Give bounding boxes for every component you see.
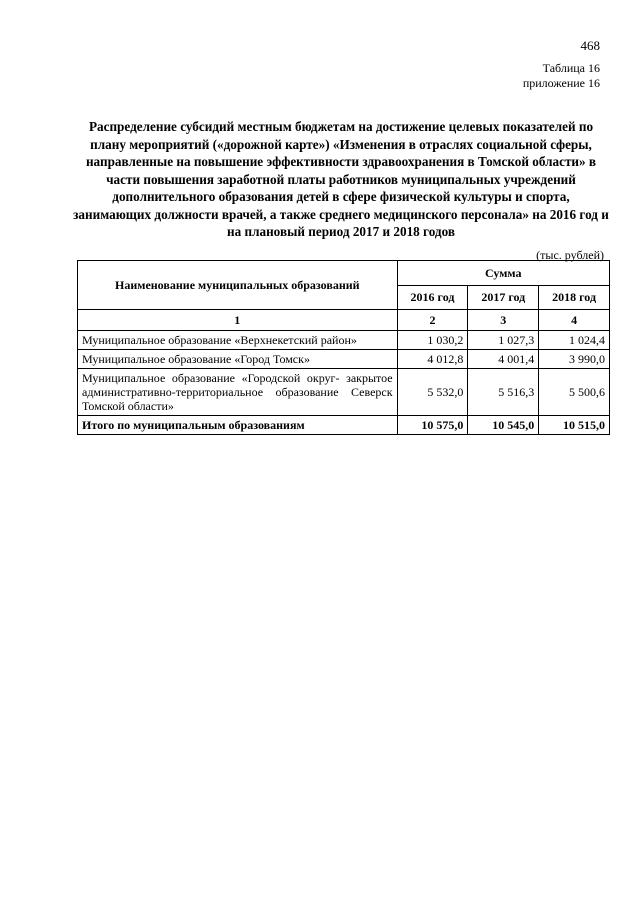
column-index: 3	[468, 310, 539, 331]
value-2016: 1 030,2	[397, 331, 468, 350]
header-year-2016: 2016 год	[397, 285, 468, 310]
value-2016: 4 012,8	[397, 350, 468, 369]
total-2017: 10 545,0	[468, 416, 539, 435]
municipality-name: Муниципальное образование «Город Томск»	[78, 350, 398, 369]
total-row	[78, 416, 610, 435]
value-2016: 5 532,0	[397, 369, 468, 416]
value-2018: 3 990,0	[539, 350, 610, 369]
value-2018: 1 024,4	[539, 331, 610, 350]
table-ref-line2: приложение 16	[522, 76, 600, 90]
table-row	[78, 331, 610, 350]
total-2018: 10 515,0	[539, 416, 610, 435]
page-number: 468	[580, 38, 600, 53]
total-2016: 10 575,0	[397, 416, 468, 435]
table-reference	[523, 61, 600, 91]
column-index: 1	[78, 310, 398, 331]
table-ref-line1: Таблица 16	[542, 61, 600, 75]
municipality-name: Муниципальное образование «Городской округ- закрытое административно-территориальное образование Северск Томской области»	[78, 369, 398, 416]
column-index-row	[78, 310, 610, 331]
value-2017: 1 027,3	[468, 331, 539, 350]
value-2017: 5 516,3	[468, 369, 539, 416]
header-municipality: Наименование муниципальных образований	[78, 261, 398, 310]
table-row	[78, 350, 610, 369]
units-note: (тыс. рублей)	[536, 248, 604, 262]
header-year-2018: 2018 год	[539, 285, 610, 310]
document-title: Распределение субсидий местным бюджетам на достижение целевых показателей по плану мероприятий («дорожной карте») «Изменения в отраслях социальной сферы, направленные на повышение эффективности здравоохранения в Томской области» в части повышения заработной платы работников муниципальных учреждений дополнительного образования детей в сфере физической культуры и спорта, занимающих должности врачей, а также среднего медицинского персонала» на 2016 год и на плановый период 2017 и 2018 годов	[73, 119, 609, 239]
municipality-name: Муниципальное образование «Верхнекетский район»	[78, 331, 398, 350]
value-2017: 4 001,4	[468, 350, 539, 369]
total-label: Итого по муниципальным образованиям	[78, 416, 398, 435]
column-index: 2	[397, 310, 468, 331]
column-index: 4	[539, 310, 610, 331]
table-row	[78, 369, 610, 416]
subsidies-table	[77, 260, 610, 435]
header-year-2017: 2017 год	[468, 285, 539, 310]
table-header-row	[78, 261, 610, 286]
header-sum: Сумма	[397, 261, 609, 286]
value-2018: 5 500,6	[539, 369, 610, 416]
